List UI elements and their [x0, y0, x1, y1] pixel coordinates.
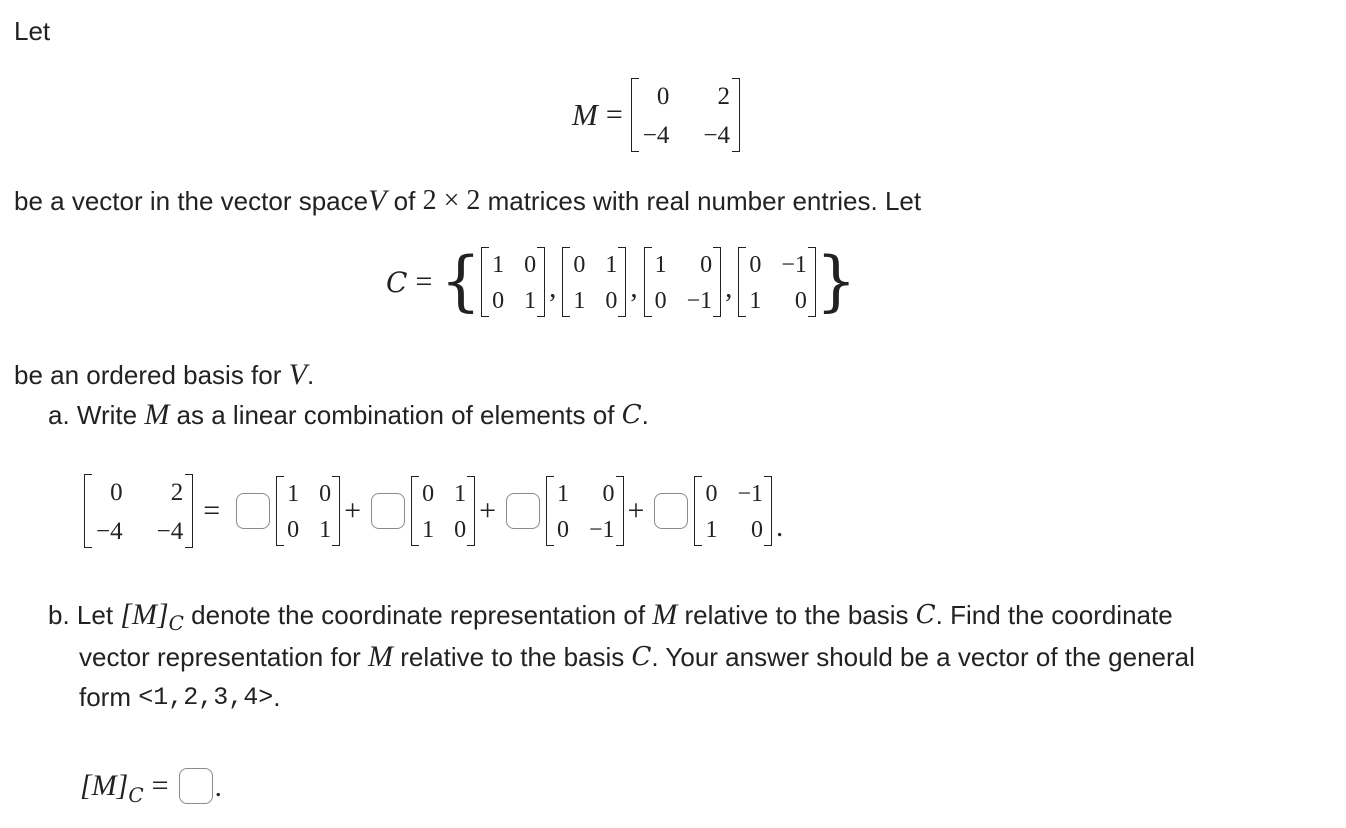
- sentence-vector-space: [14, 186, 921, 216]
- matrix-M: [631, 78, 740, 152]
- equals-sign: =: [415, 265, 433, 298]
- basis-entry: 0: [454, 517, 467, 543]
- basis-matrix-2: [411, 476, 475, 546]
- matrix-M-entry: −4: [703, 122, 730, 149]
- basis-entry: 0: [556, 517, 569, 543]
- plus-sign: +: [344, 494, 362, 527]
- basis-entry: −1: [588, 517, 615, 543]
- basis-entry: 0: [492, 288, 505, 314]
- coordinate-answer-row: [80, 768, 222, 807]
- part-a-text: .: [641, 400, 649, 430]
- matrix-M-entry: −4: [156, 518, 184, 545]
- symbol-M: M: [368, 640, 394, 673]
- close-brace: }: [815, 244, 857, 320]
- equals-sign: =: [151, 769, 169, 802]
- matrix-M-lhs: [84, 474, 193, 548]
- basis-entry: 1: [492, 252, 505, 278]
- symbol-M: M: [652, 598, 678, 631]
- subscript-C: C: [128, 783, 144, 807]
- sentence-text: .: [306, 360, 315, 390]
- basis-matrix-1: [481, 247, 545, 317]
- comma: ,: [630, 272, 638, 304]
- sentence-text: be a vector in the vector space: [14, 186, 369, 216]
- basis-entry: 0: [422, 481, 435, 507]
- part-a-text: as a linear combination of elements of: [169, 400, 622, 430]
- coefficient-input-2[interactable]: [371, 493, 405, 529]
- basis-matrix-4: [738, 247, 816, 317]
- part-a-prompt: [48, 400, 649, 430]
- basis-matrix-3: [644, 247, 722, 317]
- basis-entry: 1: [605, 252, 618, 278]
- coordinate-symbol: [M]: [80, 769, 129, 802]
- matrix-M-entry: 0: [656, 83, 670, 110]
- equals-sign: =: [605, 98, 623, 131]
- sentence-text: matrices with real number entries. Let: [480, 186, 922, 216]
- part-b-line-3: [79, 684, 281, 710]
- basis-entry: 0: [573, 252, 586, 278]
- sentence-text: be an ordered basis for: [14, 360, 289, 390]
- basis-matrix-3: [546, 476, 624, 546]
- basis-entry: 0: [319, 481, 332, 507]
- matrix-M-definition: [572, 78, 740, 152]
- coordinate-vector-input[interactable]: [179, 768, 213, 804]
- coordinate-symbol: [M]: [120, 598, 169, 631]
- basis-definition: [386, 244, 857, 320]
- part-b-text: denote the coordinate representation of: [183, 600, 653, 630]
- basis-entry: −1: [737, 481, 763, 507]
- part-a-text: a. Write: [48, 400, 145, 430]
- basis-entry: 0: [524, 252, 537, 278]
- part-b-line-1: [48, 598, 1173, 635]
- part-b-line-2: [79, 642, 1195, 672]
- symbol-M: M: [144, 398, 170, 431]
- basis-entry: 1: [749, 288, 762, 314]
- symbol-V: V: [368, 184, 387, 217]
- symbol-M: M: [572, 97, 598, 132]
- basis-matrix-4: [694, 476, 772, 546]
- dimension-text: 2 × 2: [422, 185, 481, 216]
- basis-matrix-2: [562, 247, 626, 317]
- part-b-text: . Your answer should be a vector of the general: [651, 642, 1195, 672]
- basis-entry: −1: [686, 288, 713, 314]
- matrix-M-entry: 2: [717, 83, 730, 110]
- sentence-text: of: [386, 186, 423, 216]
- intro-let: Let: [14, 16, 51, 46]
- period: .: [214, 771, 222, 803]
- plus-sign: +: [627, 494, 645, 527]
- part-b-text: .: [273, 682, 281, 712]
- basis-entry: 1: [705, 517, 718, 543]
- symbol-C: C: [621, 400, 642, 430]
- format-example: <1,2,3,4>: [138, 682, 274, 712]
- basis-entry: 0: [749, 252, 762, 278]
- period: .: [776, 511, 784, 543]
- part-b-text: . Find the coordinate: [935, 600, 1173, 630]
- basis-entry: 1: [524, 288, 537, 314]
- basis-entry: 1: [319, 517, 332, 543]
- basis-entry: 1: [556, 481, 569, 507]
- basis-entry: 0: [287, 517, 300, 543]
- basis-entry: 0: [602, 481, 615, 507]
- matrix-M-entry: 0: [110, 479, 123, 506]
- basis-entry: 1: [287, 481, 300, 507]
- matrix-M-entry: −4: [96, 518, 123, 545]
- matrix-M-entry: 2: [170, 479, 184, 506]
- part-b-text: b. Let: [48, 600, 121, 630]
- part-b-text: relative to the basis: [393, 642, 632, 672]
- symbol-V: V: [288, 358, 307, 391]
- symbol-C: C: [631, 642, 652, 672]
- linear-combination-equation: [84, 474, 783, 548]
- basis-matrix-1: [276, 476, 340, 546]
- sentence-ordered-basis: [14, 360, 314, 390]
- basis-entry: 1: [422, 517, 435, 543]
- coefficient-input-3[interactable]: [506, 493, 540, 529]
- part-b-text: form: [79, 682, 139, 712]
- basis-entry: 1: [573, 288, 586, 314]
- part-b-text: relative to the basis: [677, 600, 916, 630]
- matrix-M-entry: −4: [642, 122, 670, 149]
- basis-entry: 1: [654, 252, 667, 278]
- basis-entry: 0: [605, 288, 618, 314]
- basis-entry: −1: [781, 252, 807, 278]
- part-b-text: vector representation for: [79, 642, 369, 672]
- comma: ,: [549, 272, 557, 304]
- symbol-C: C: [915, 600, 936, 630]
- symbol-C: C: [386, 265, 408, 299]
- plus-sign: +: [479, 494, 496, 527]
- basis-entry: 0: [654, 288, 667, 314]
- equals-sign: =: [203, 494, 221, 527]
- coefficient-input-4[interactable]: [654, 493, 688, 529]
- basis-entry: 1: [454, 481, 467, 507]
- open-brace: {: [440, 244, 482, 320]
- basis-entry: 0: [751, 517, 763, 543]
- basis-entry: 0: [700, 252, 713, 278]
- subscript-C: C: [168, 611, 184, 635]
- comma: ,: [725, 272, 733, 304]
- basis-entry: 0: [794, 288, 807, 314]
- basis-entry: 0: [705, 481, 718, 507]
- coefficient-input-1[interactable]: [236, 493, 270, 529]
